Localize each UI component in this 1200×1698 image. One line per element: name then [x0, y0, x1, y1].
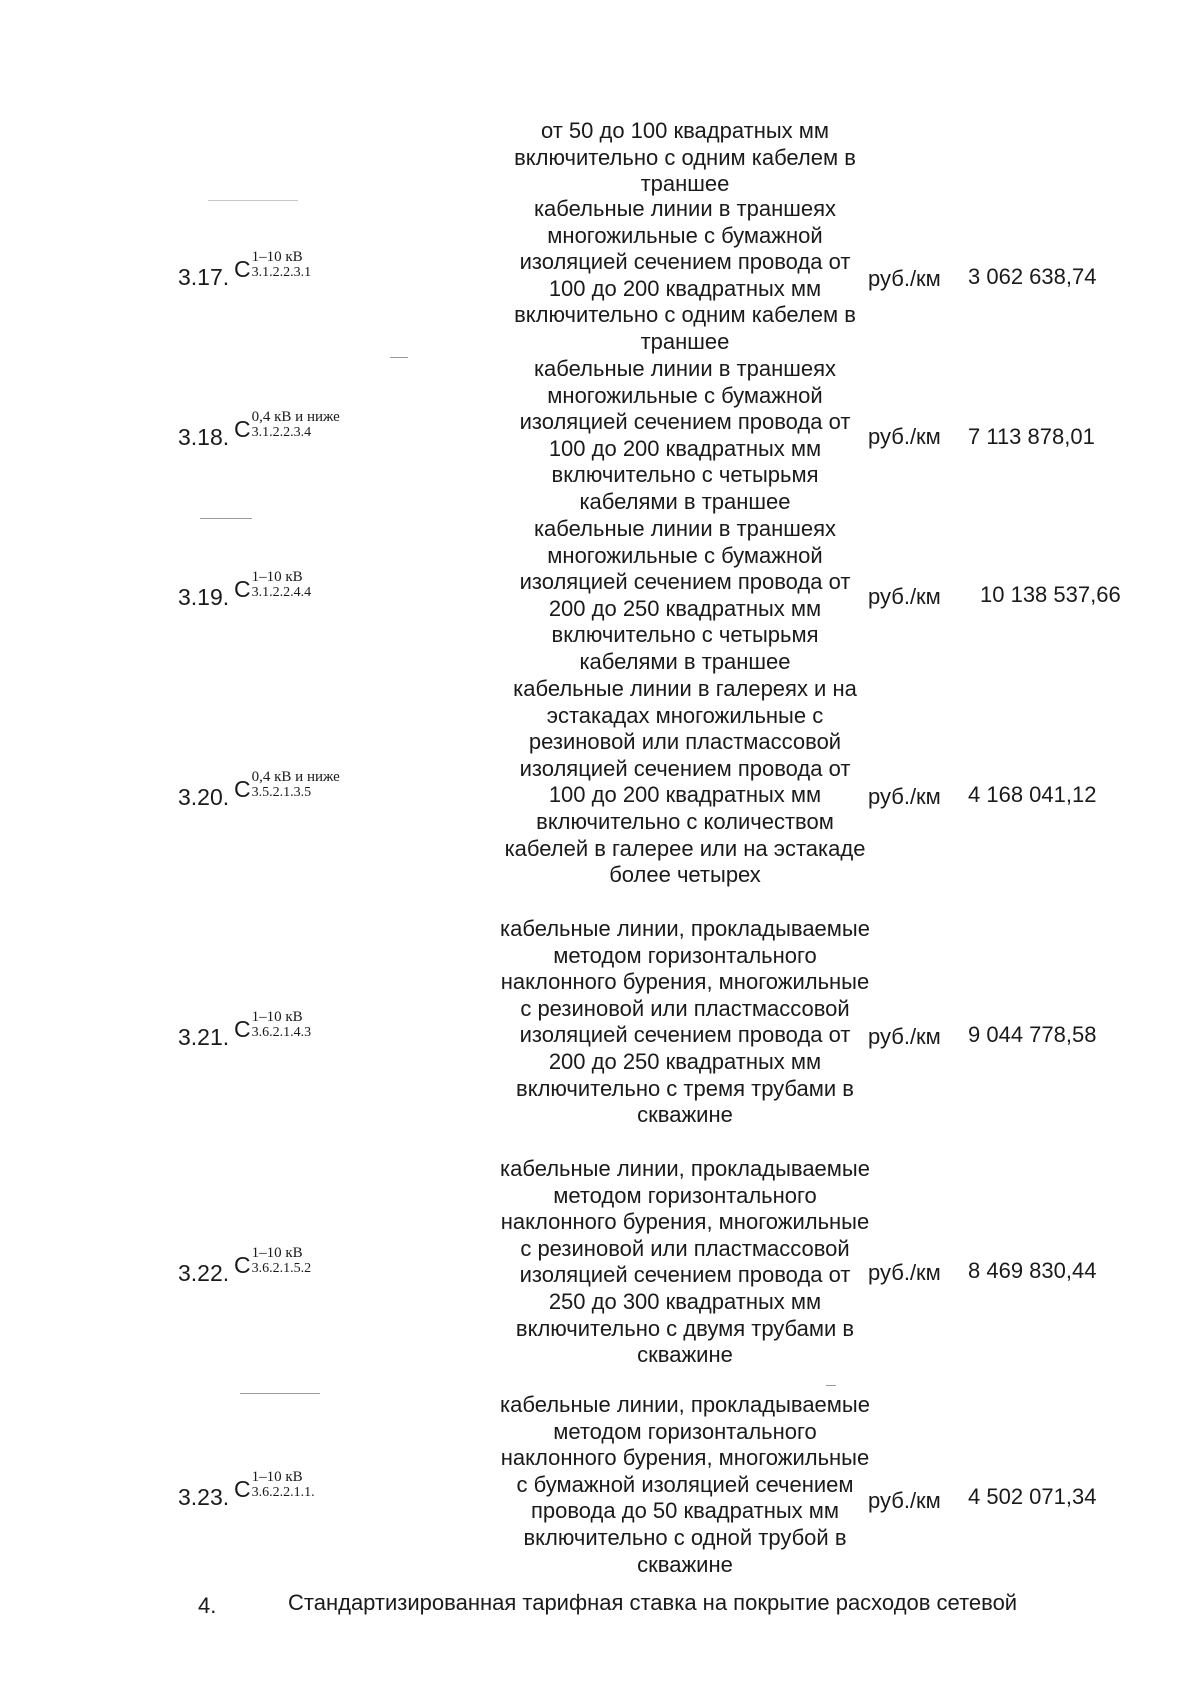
section-number: 4.	[198, 1593, 217, 1618]
section-heading: Стандартизированная тарифная ставка на покрытие расходов сетевой	[288, 1590, 1018, 1615]
scan-artifact	[200, 518, 252, 519]
rate-code	[234, 569, 312, 606]
continuation-description: от 50 до 100 квадратных мм включительно с одним кабелем в траншее	[514, 118, 856, 197]
code-subscript: 3.6.2.1.4.3	[251, 1025, 312, 1040]
code-subscript: 3.6.2.2.1.1.	[251, 1485, 315, 1500]
row-number: 3.22.	[178, 1260, 230, 1286]
row-value: 10 138 537,66	[980, 582, 1121, 607]
rate-symbol: С	[234, 1476, 251, 1503]
code-subscript: 3.1.2.2.4.4	[251, 585, 312, 600]
row-value: 8 469 830,44	[968, 1258, 1097, 1283]
row-number: 3.21.	[178, 1024, 230, 1050]
rate-symbol: С	[234, 1252, 251, 1279]
row-unit: руб./км	[868, 266, 941, 291]
rate-symbol: С	[234, 256, 251, 283]
rate-code	[234, 1469, 315, 1506]
rate-symbol: С	[234, 1016, 251, 1043]
row-unit: руб./км	[868, 1024, 941, 1049]
row-description: кабельные линии в галереях и на эстакадах многожильные с резиновой или пластмассовой изоляцией сечением провода от 100 до 200 квадратных мм включительно с количеством кабелей в галерее или на эстакаде более четырех	[504, 676, 866, 888]
code-subscript: 3.1.2.2.3.4	[251, 425, 312, 440]
voltage-superscript: 1–10 кВ	[251, 1469, 303, 1485]
rate-code	[234, 409, 340, 446]
row-unit: руб./км	[868, 424, 941, 449]
row-number: 3.20.	[178, 784, 230, 810]
voltage-superscript: 0,4 кВ и ниже	[251, 769, 340, 785]
rate-code	[234, 769, 340, 806]
scan-artifact	[390, 357, 408, 358]
voltage-superscript: 1–10 кВ	[251, 1009, 303, 1025]
row-description: кабельные линии, прокладываемые методом горизонтального наклонного бурения, многожильные с бумажной изоляцией сечением провода до 50 квадратных мм включительно с одной трубой в скважине	[500, 1392, 870, 1577]
row-number: 3.19.	[178, 584, 230, 610]
row-value: 4 168 041,12	[968, 782, 1097, 807]
row-description: кабельные линии в траншеях многожильные с бумажной изоляцией сечением провода от 100 до 200 квадратных мм включительно с четырьмя кабелями в траншее	[519, 356, 851, 514]
row-description: кабельные линии, прокладываемые методом горизонтального наклонного бурения, многожильные с резиновой или пластмассовой изоляцией сечением провода от 250 до 300 квадратных мм включительно с двумя трубами в скважине	[500, 1156, 870, 1368]
row-unit: руб./км	[868, 1260, 941, 1285]
code-subscript: 3.1.2.2.3.1	[251, 265, 312, 280]
rate-symbol: С	[234, 776, 251, 803]
row-number: 3.18.	[178, 424, 230, 450]
code-subscript: 3.6.2.1.5.2	[251, 1261, 312, 1276]
rate-symbol: С	[234, 416, 251, 443]
rate-code	[234, 1245, 312, 1282]
rate-code	[234, 1009, 312, 1046]
row-value: 7 113 878,01	[968, 424, 1095, 449]
code-subscript: 3.5.2.1.3.5	[251, 785, 312, 800]
voltage-superscript: 1–10 кВ	[251, 569, 303, 585]
row-unit: руб./км	[868, 1488, 941, 1513]
row-number: 3.17.	[178, 264, 230, 290]
row-description: кабельные линии, прокладываемые методом горизонтального наклонного бурения, многожильные с резиновой или пластмассовой изоляцией сечением провода от 200 до 250 квадратных мм включительно с тремя трубами в скважине	[500, 916, 870, 1128]
row-description: кабельные линии в траншеях многожильные с бумажной изоляцией сечением провода от 100 до 200 квадратных мм включительно с одним кабелем в траншее	[514, 196, 856, 354]
rate-symbol: С	[234, 576, 251, 603]
row-unit: руб./км	[868, 584, 941, 609]
scan-artifact	[826, 1385, 836, 1386]
row-number: 3.23.	[178, 1484, 230, 1510]
row-value: 4 502 071,34	[968, 1484, 1097, 1509]
row-description: кабельные линии в траншеях многожильные с бумажной изоляцией сечением провода от 200 до 250 квадратных мм включительно с четырьмя кабелями в траншее	[519, 516, 851, 674]
row-value: 3 062 638,74	[968, 264, 1097, 289]
scan-artifact	[240, 1393, 320, 1394]
voltage-superscript: 0,4 кВ и ниже	[251, 409, 340, 425]
row-value: 9 044 778,58	[968, 1022, 1097, 1047]
voltage-superscript: 1–10 кВ	[251, 1245, 303, 1261]
voltage-superscript: 1–10 кВ	[251, 249, 303, 265]
rate-code	[234, 249, 312, 286]
scan-artifact	[208, 200, 298, 201]
row-unit: руб./км	[868, 784, 941, 809]
